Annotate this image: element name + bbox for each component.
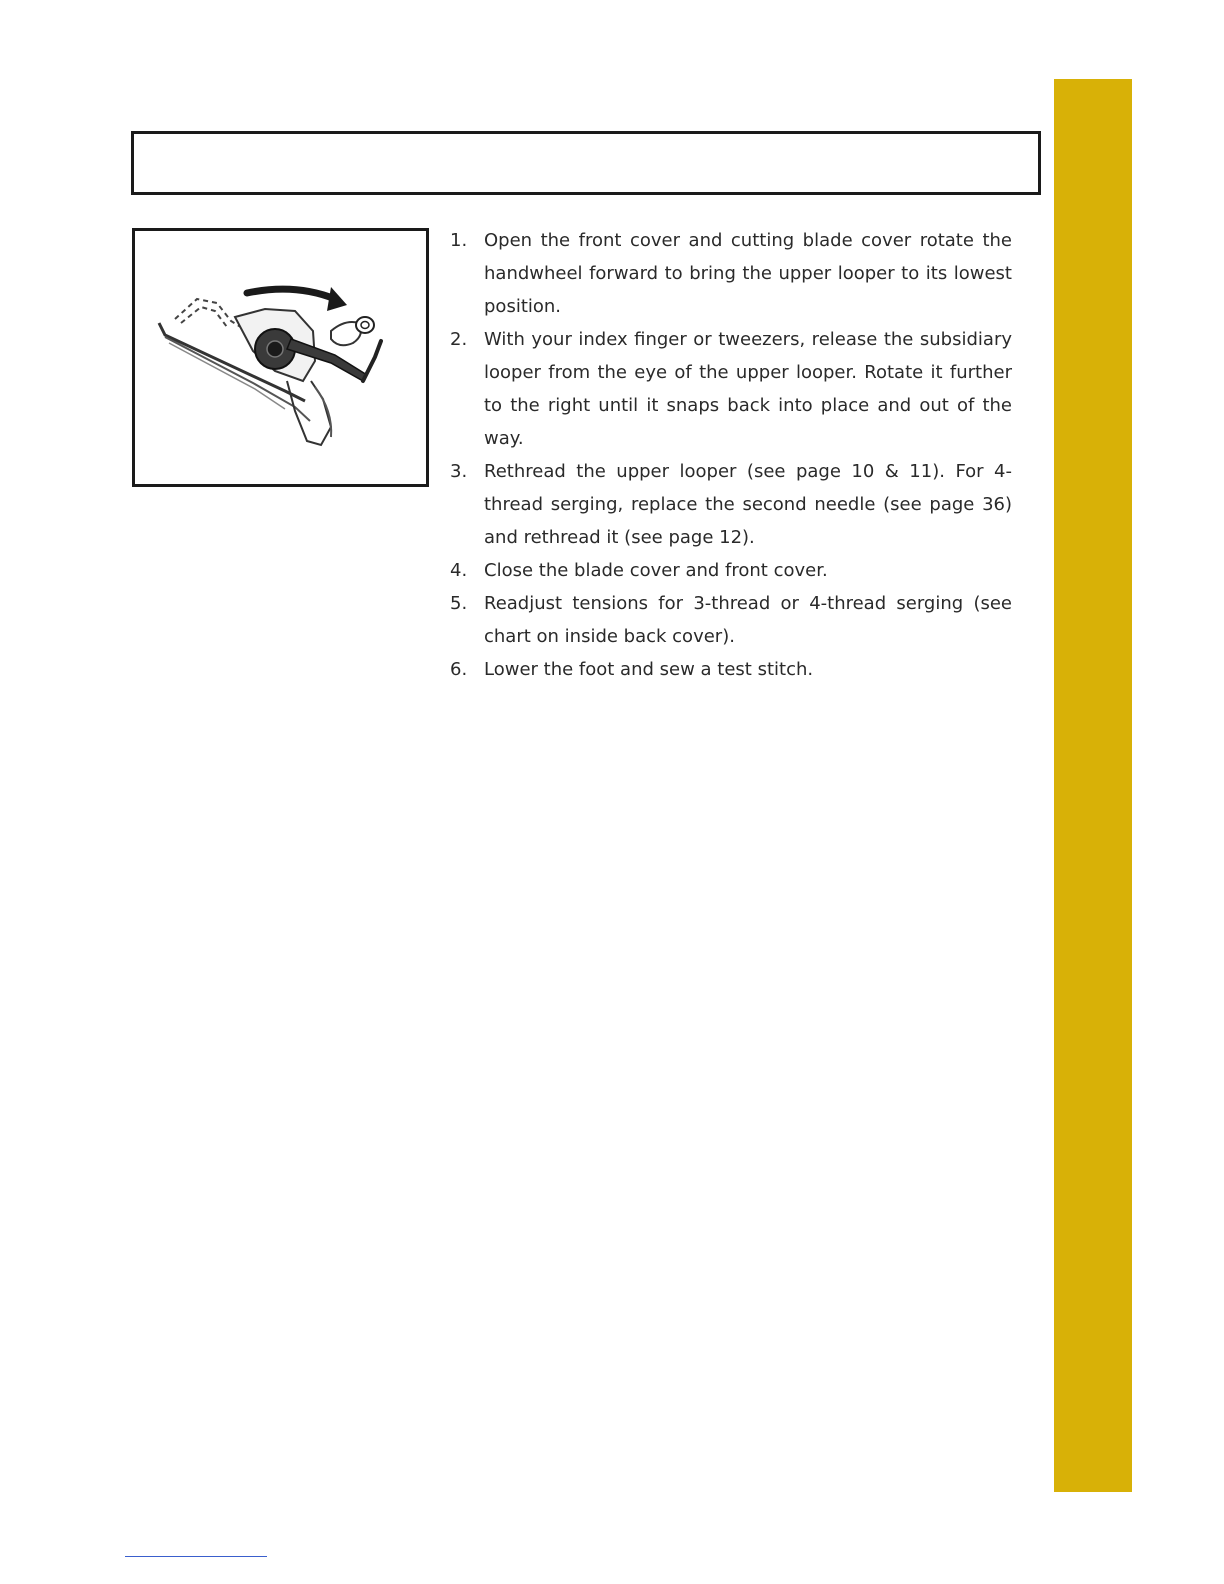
step-text: Rethread the upper looper (see page 10 & 11). For 4-thread serging, replace the second needle (see page 36) and rethread it (see page 12).: [484, 461, 1012, 548]
step-number: 2.: [450, 329, 468, 350]
step-number: 1.: [450, 230, 468, 251]
upper-looper-illustration-icon: [135, 231, 426, 484]
step-number: 6.: [450, 659, 468, 680]
instruction-list: [450, 224, 1012, 686]
list-item: [450, 455, 1012, 554]
list-item: [450, 554, 1012, 587]
step-number: 3.: [450, 461, 468, 482]
list-item: [450, 323, 1012, 455]
footer-rule: [125, 1556, 267, 1557]
step-text: With your index finger or tweezers, release the subsidiary looper from the eye of the upper looper. Rotate it further to the right until it snaps back into place and out of the way.: [484, 329, 1012, 449]
list-item: [450, 224, 1012, 323]
step-text: Close the blade cover and front cover.: [484, 560, 828, 581]
step-number: 4.: [450, 560, 468, 581]
step-text: Lower the foot and sew a test stitch.: [484, 659, 814, 680]
list-item: [450, 653, 1012, 686]
list-item: [450, 587, 1012, 653]
side-tab: [1054, 79, 1132, 1492]
figure-box: [132, 228, 429, 487]
step-number: 5.: [450, 593, 468, 614]
section-title-box: [131, 131, 1041, 195]
step-text: Open the front cover and cutting blade cover rotate the handwheel forward to bring the upper looper to its lowest position.: [484, 230, 1012, 317]
step-text: Readjust tensions for 3-thread or 4-thread serging (see chart on inside back cover).: [484, 593, 1012, 647]
